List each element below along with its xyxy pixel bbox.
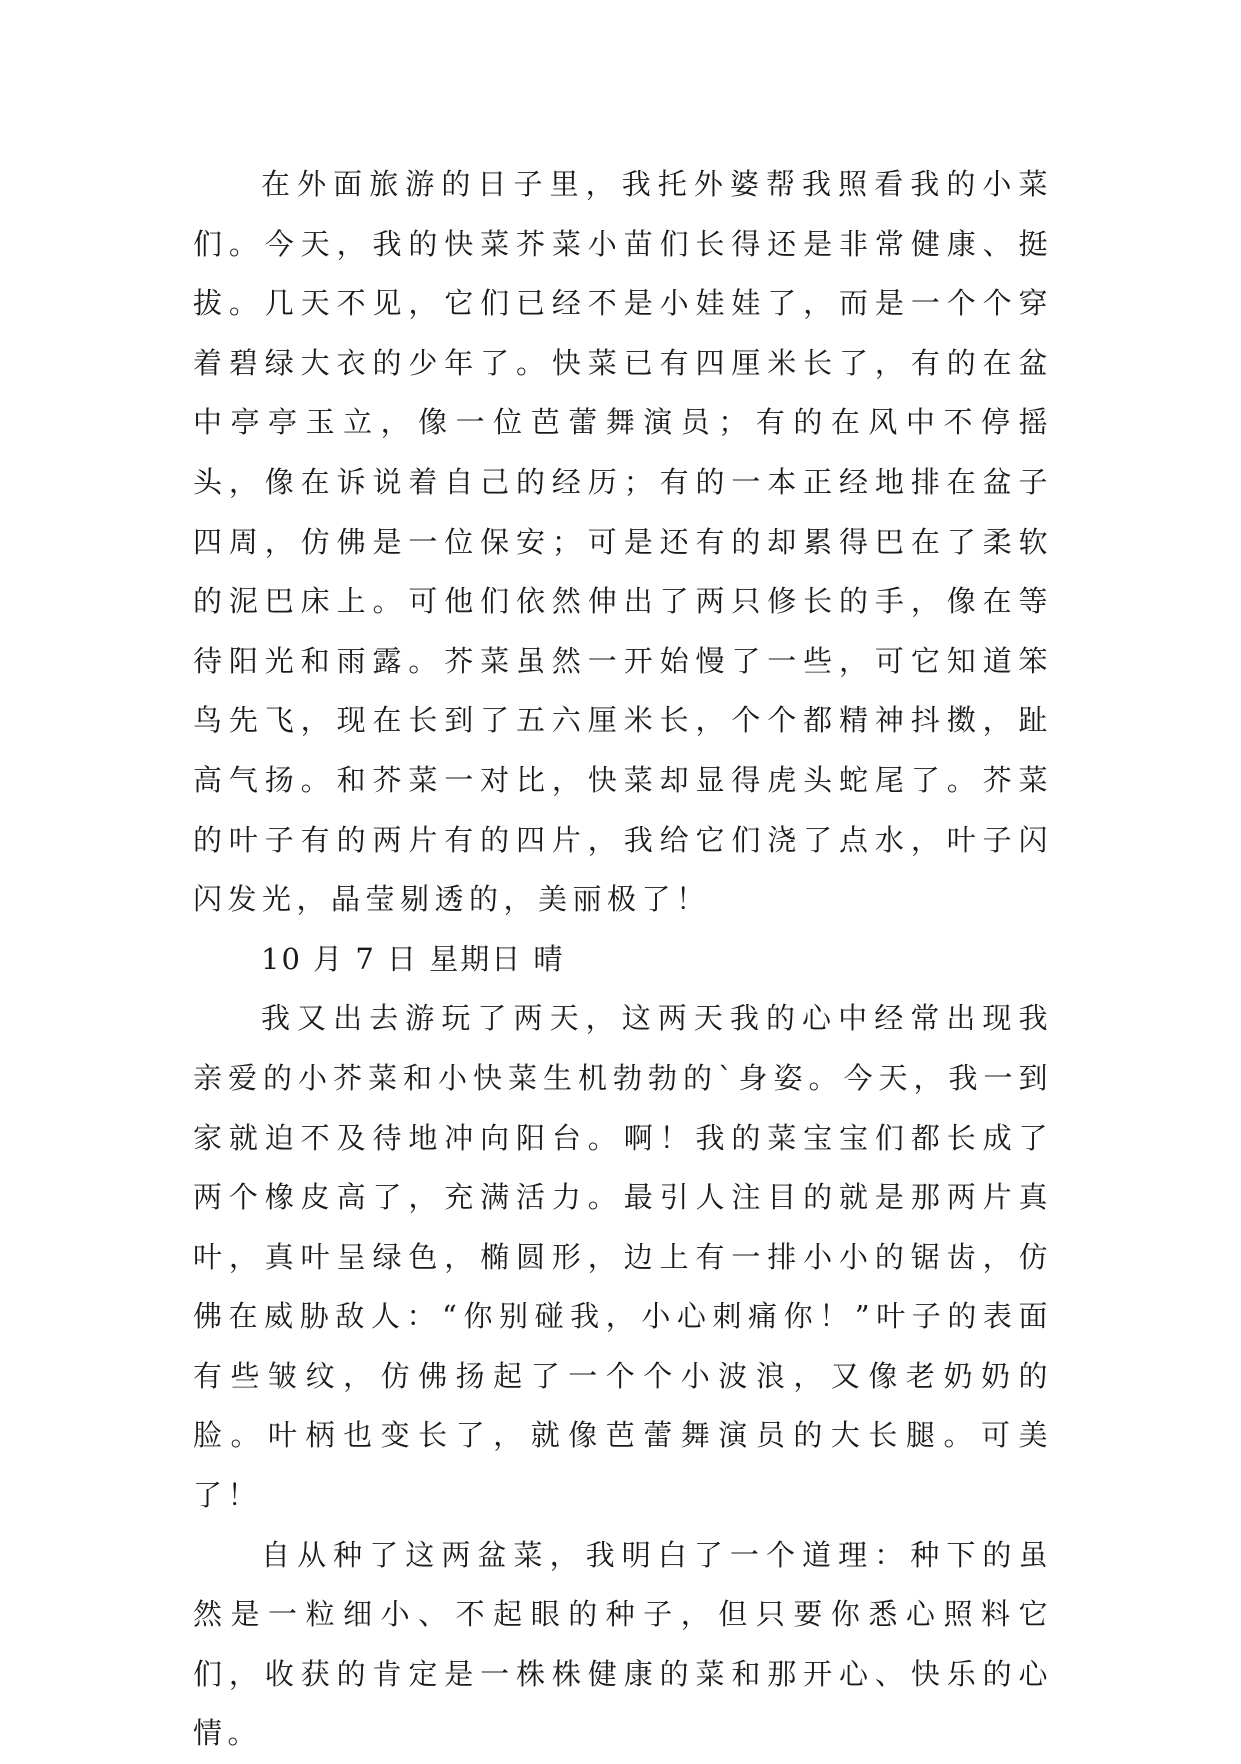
diary-date-line: 10 月 7 日 星期日 晴 <box>261 941 565 976</box>
paragraph-return-home: 我又出去游玩了两天，这两天我的心中经常出现我亲爱的小芥菜和小快菜生机勃勃的`身姿。今天，我一到家就迫不及待地冲向阳台。啊！我的菜宝宝们都长成了两个橡皮高了，充满活力。最引人注目的就是那两片真叶，真叶呈绿色，椭圆形，边上有一排小小的锯齿，仿佛在威胁敌人：“你别碰我，小心刺痛你！”叶子的表面有些皱纹，仿佛扬起了一个个小波浪，又像老奶奶的脸。叶柄也变长了，就像芭蕾舞演员的大长腿。可美了！ <box>193 1001 1053 1513</box>
paragraph-travel-days: 在外面旅游的日子里，我托外婆帮我照看我的小菜们。今天，我的快菜芥菜小苗们长得还是非常健康、挺拔。几天不见，它们已经不是小娃娃了，而是一个个穿着碧绿大衣的少年了。快菜已有四厘米长了，有的在盆中亭亭玉立，像一位芭蕾舞演员；有的在风中不停摇头，像在诉说着自己的经历；有的一本正经地排在盆子四周，仿佛是一位保安；可是还有的却累得巴在了柔软的泥巴床上。可他们依然伸出了两只修长的手，像在等待阳光和雨露。芥菜虽然一开始慢了一些，可它知道笨鸟先飞，现在长到了五六厘米长，个个都精神抖擞，趾高气扬。和芥菜一对比，快菜却显得虎头蛇尾了。芥菜的叶子有的两片有的四片，我给它们浇了点水，叶子闪闪发光，晶莹剔透的，美丽极了！ <box>193 167 1053 917</box>
document-body <box>193 155 1053 1764</box>
paragraph-conclusion: 自从种了这两盆菜，我明白了一个道理：种下的虽然是一粒细小、不起眼的种子，但只要你悉心照料它们，收获的肯定是一株株健康的菜和那开心、快乐的心情。 <box>193 1537 1053 1751</box>
